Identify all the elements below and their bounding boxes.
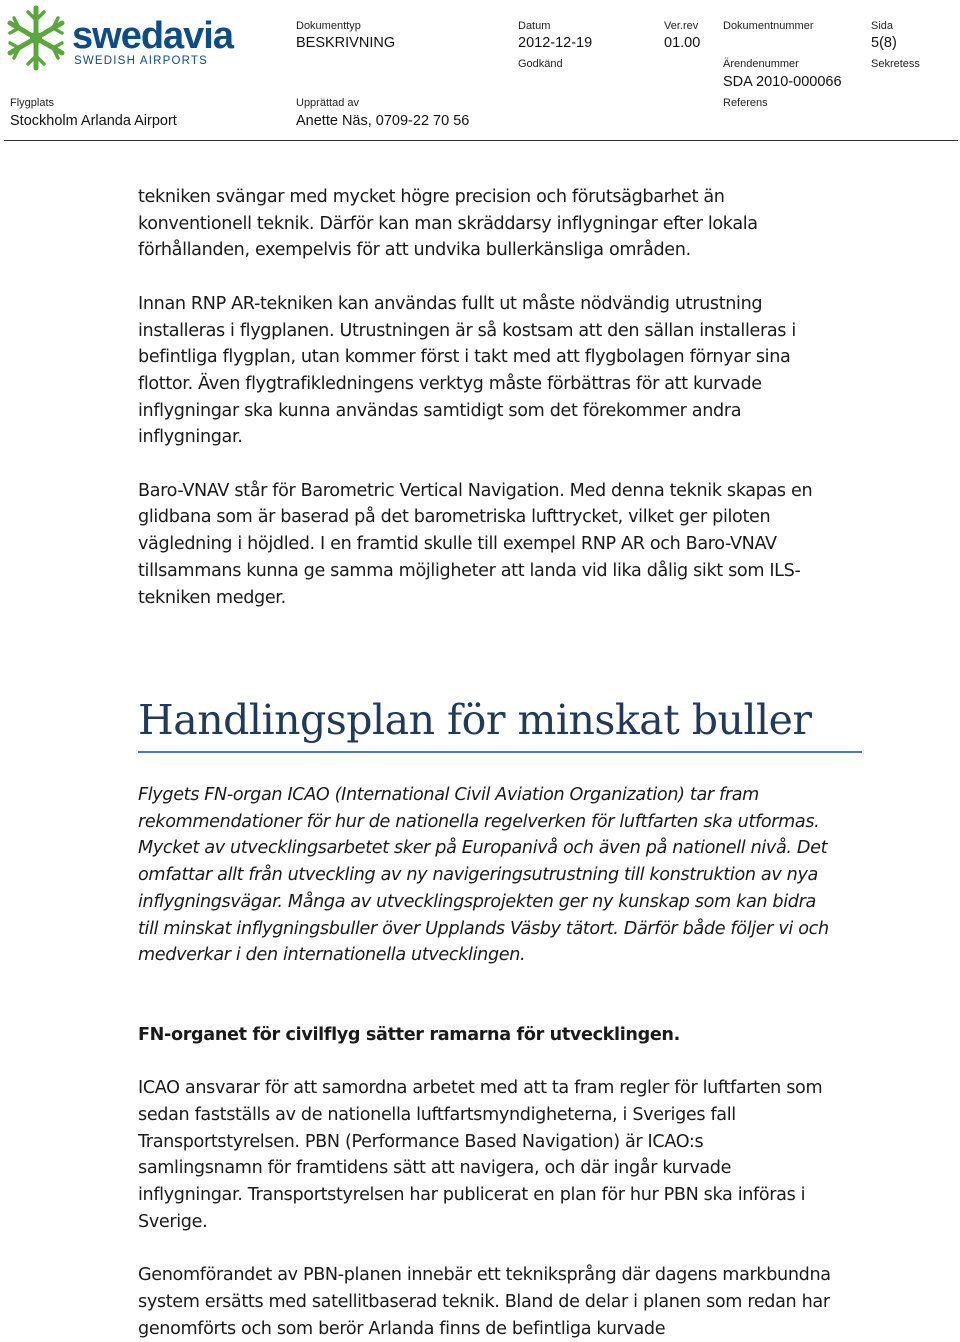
intro-paragraph: Flygets FN-organ ICAO (International Civil Aviation Organization) tar fram rekommendationer för hur de nationella regelverken för luftfarten ska utformas. Mycket av utvecklingsarbetet sker på Europanivå och även på nationell nivå. Det omfattar allt från utveckling av ny navigeringsutrustning till konstruktion av nya inflygningsvägar. Många av utvecklingsprojekten ger ny kunskap som kan bidra till minskat inflygningsbuller över Upplands Väsby tätort. Därför både följer vi och medverkar i den internationella utvecklingen. — [138, 785, 829, 966]
paragraph-4: ICAO ansvarar för att samordna arbetet med att ta fram regler för luftfarten som sedan fastställs av de nationella luftfartsmyndigheterna, i Sveriges fall Transportstyrelsen. PBN (Performance Based Navigation) är ICAO:s samlingsnamn för framtidens sätt att navigera, och där ingår kurvade inflygningar. Transportstyrelsen har publicerat en plan för hur PBN ska införas i Sverige. — [138, 1078, 823, 1232]
sida-value: 5(8) — [871, 35, 897, 51]
document-header — [0, 0, 960, 142]
verrev-label: Ver.rev — [664, 20, 699, 32]
dokumenttyp-value: BESKRIVNING — [296, 35, 396, 51]
paragraph-2: Innan RNP AR-tekniken kan användas fullt ut måste nödvändig utrustning installeras i flygplanen. Utrustningen är så kostsam att den sällan installeras i befintliga flygplan, utan kommer först i takt med att flygbolagen förnyar sina flottor. Även flygtrafikledningens verktyg måste förbättras för att kurvade inflygningar ska kunna användas samtidigt som det förekommer andra inflygningar. — [138, 293, 796, 448]
header-divider — [4, 140, 958, 141]
logo-wordmark: swedavia — [72, 15, 233, 57]
sub-heading: FN-organet för civilflyg sätter ramarna för utvecklingen. — [138, 1024, 680, 1045]
flygplats-label: Flygplats — [10, 97, 55, 109]
upprattad-value: Anette Näs, 0709-22 70 56 — [296, 113, 470, 129]
arendenummer-label: Ärendenummer — [723, 58, 799, 70]
godkand-label: Godkänd — [518, 58, 563, 70]
paragraph-3: Baro-VNAV står för Barometric Vertical Navigation. Med denna teknik skapas en glidbana som är baserad på det barometriska lufttrycket, vilket ger piloten vägledning i höjdled. I en framtid skulle till exempel RNP AR och Baro-VNAV tillsammans kunna ge samma möjligheter att landa vid lika dålig sikt som ILS- tekniken medger. — [138, 480, 813, 608]
verrev-value: 01.00 — [664, 35, 701, 51]
sekretess-label: Sekretess — [871, 58, 920, 70]
heading-underline — [138, 751, 862, 753]
section-heading: Handlingsplan för minskat buller — [138, 696, 812, 744]
flygplats-value: Stockholm Arlanda Airport — [10, 113, 177, 129]
logo-tagline: SWEDISH AIRPORTS — [74, 55, 209, 67]
body-text — [138, 184, 868, 638]
paragraph-1: tekniken svängar med mycket högre precision och förutsägbarhet än konventionell teknik. Därför kan man skräddarsy inflygningar efter lokala förhållanden, exempelvis för att undvika bullerkänsliga områden. — [138, 187, 758, 261]
arendenummer-value: SDA 2010-000066 — [723, 74, 842, 90]
datum-label: Datum — [518, 20, 551, 32]
dokumenttyp-label: Dokumenttyp — [296, 20, 361, 32]
paragraph-5: Genomförandet av PBN-planen innebär ett tekniksprång där dagens markbundna system ersätts med satellitbaserad teknik. Bland de delar i planen som redan har genomförts och som berör Arlanda finns de befintliga kurvade — [138, 1265, 831, 1339]
section-body — [138, 782, 868, 1342]
dokumentnummer-label: Dokumentnummer — [723, 20, 814, 32]
datum-value: 2012-12-19 — [518, 35, 593, 51]
swedavia-logo — [4, 4, 233, 74]
referens-label: Referens — [723, 97, 768, 109]
upprattad-label: Upprättad av — [296, 97, 359, 109]
snowflake-icon — [4, 4, 68, 72]
sida-label: Sida — [871, 20, 894, 32]
